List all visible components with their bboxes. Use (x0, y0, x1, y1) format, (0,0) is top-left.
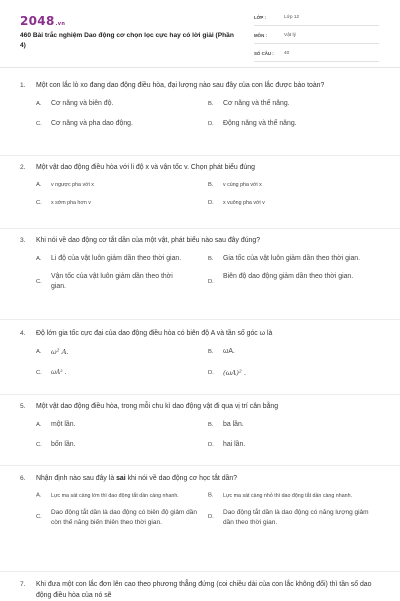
question-body-before: Nhận định nào sau đây là (36, 475, 117, 482)
question-1 (20, 81, 385, 129)
option-text: Động năng và thế năng. (223, 119, 297, 127)
option-letter: D. (208, 200, 214, 207)
option-d[interactable] (208, 199, 380, 208)
meta-row-class (254, 13, 379, 26)
option-a[interactable] (36, 492, 208, 501)
meta-key: MÔN : (254, 33, 267, 38)
option-text: x sớm pha hơn v (51, 200, 91, 207)
option-d[interactable] (208, 272, 380, 292)
question-text (20, 81, 385, 92)
question-text (20, 163, 385, 174)
question-4 (20, 329, 385, 379)
option-a[interactable] (36, 347, 208, 358)
question-number: 7. (20, 581, 26, 588)
meta-value: Lớp 12 (284, 15, 300, 20)
option-text: Cơ năng và thế năng. (223, 99, 290, 107)
question-number: 4. (20, 330, 26, 337)
logo-text: 2048 (20, 14, 55, 28)
option-c[interactable] (36, 508, 208, 528)
site-logo[interactable] (20, 14, 65, 28)
question-body: Một vật dao động điều hòa, trong mỗi chu kì dao động vật đi qua vị trí cân bằng (36, 403, 279, 410)
option-d[interactable] (208, 508, 380, 528)
question-2 (20, 163, 385, 208)
option-c[interactable] (36, 119, 208, 129)
option-letter: B. (208, 348, 214, 355)
option-letter: D. (208, 513, 214, 520)
question-text (20, 580, 385, 601)
page-title: 460 Bài trắc nghiệm Dao động cơ chọn lọc cực hay có lời giải (Phần 4) (20, 32, 234, 49)
option-a[interactable] (36, 99, 208, 109)
question-separator (0, 465, 400, 466)
option-text: Cơ năng và pha dao động. (51, 119, 133, 127)
option-d[interactable] (208, 368, 380, 379)
option-b[interactable] (208, 181, 380, 190)
option-formula: ωA² . (51, 368, 67, 376)
option-letter: B. (208, 100, 214, 107)
option-formula: (ωA)² . (223, 368, 247, 377)
option-text: Gia tốc của vật luôn giảm dần theo thời gian. (223, 254, 361, 262)
option-letter: C. (36, 278, 42, 285)
option-letter: B. (208, 181, 214, 188)
option-text: một lần. (51, 420, 76, 428)
options (36, 420, 385, 450)
option-text: Vận tốc của vật luôn giảm dần theo thời gian. (51, 272, 173, 290)
question-text (20, 474, 385, 485)
option-b[interactable] (208, 347, 380, 358)
option-letter: D. (208, 369, 214, 376)
option-text: bốn lần. (51, 440, 76, 448)
question-separator (0, 571, 400, 572)
question-emphasis: sai (116, 475, 126, 482)
option-text: Li độ của vật luôn giảm dần theo thời gian. (51, 254, 182, 262)
question-body: Một vật dao động điều hòa với li độ x và vận tốc v. Chọn phát biểu đúng (36, 164, 255, 171)
option-c[interactable] (36, 368, 208, 379)
header-divider (0, 67, 400, 68)
question-body: Một con lắc lò xo đang dao động điều hòa, đại lượng nào sau đây của con lắc được bảo toàn? (36, 82, 325, 89)
question-text (20, 236, 385, 247)
option-text: hai lần. (223, 440, 246, 448)
question-body: Khi nói về dao động cơ tắt dần của một vật, phát biểu nào sau đây đúng? (36, 237, 261, 244)
option-letter: C. (36, 369, 42, 376)
option-d[interactable] (208, 440, 380, 450)
meta-row-count (254, 49, 379, 62)
option-letter: C. (36, 120, 42, 127)
options (36, 347, 385, 379)
option-text: Dao động tắt dần là dao động có năng lượng giảm dần theo thời gian. (223, 509, 369, 526)
question-7 (20, 580, 385, 601)
question-body: Khi đưa một con lắc đơn lên cao theo phương thẳng đứng (coi chiều dài của con lắc không đổi) thì tần số dao động điều hòa của nó sẽ (36, 581, 372, 599)
option-c[interactable] (36, 199, 208, 208)
options (36, 99, 385, 129)
question-3 (20, 236, 385, 292)
option-text: v cùng pha với x (223, 181, 262, 188)
option-letter: A. (36, 492, 42, 499)
meta-value: 40 (284, 51, 290, 56)
question-number: 6. (20, 475, 26, 482)
option-text: x vuông pha với v (223, 200, 265, 207)
question-body: Độ lớn gia tốc cực đại của dao động điều hòa có biên độ A và tần số góc ω là (36, 330, 273, 337)
option-letter: B. (208, 492, 214, 499)
question-body-after: khi nói về dao động cơ học tắt dần? (125, 475, 238, 482)
meta-panel (254, 13, 379, 67)
option-letter: C. (36, 200, 42, 207)
option-letter: B. (208, 255, 214, 262)
option-letter: D. (208, 278, 214, 285)
option-letter: A. (36, 100, 42, 107)
options (36, 181, 385, 208)
page-header (0, 0, 400, 64)
question-text (20, 402, 385, 413)
option-letter: A. (36, 181, 42, 188)
meta-key: SỐ CÂU : (254, 51, 274, 56)
option-text: Lực ma sát càng lớn thì dao động tắt dần càng nhanh. (51, 492, 179, 499)
option-text: ωA. (223, 347, 235, 355)
option-c[interactable] (36, 272, 208, 292)
question-separator (0, 155, 400, 156)
question-text (20, 329, 385, 340)
question-number: 2. (20, 164, 26, 171)
options (36, 492, 385, 528)
question-number: 5. (20, 403, 26, 410)
option-a[interactable] (36, 254, 208, 264)
option-text: Cơ năng và biên độ. (51, 99, 114, 107)
option-letter: D. (208, 441, 214, 448)
option-a[interactable] (36, 181, 208, 190)
option-text: Lực ma sát càng nhỏ thì dao động tắt dần càng nhanh. (223, 492, 353, 499)
option-letter: C. (36, 513, 42, 520)
question-number: 1. (20, 82, 26, 89)
option-a[interactable] (36, 420, 208, 430)
option-letter: C. (36, 441, 42, 448)
option-letter: D. (208, 120, 214, 127)
option-letter: A. (36, 421, 42, 428)
question-separator (0, 319, 400, 320)
option-b[interactable] (208, 420, 380, 430)
option-b[interactable] (208, 492, 380, 501)
option-b[interactable] (208, 254, 380, 264)
logo-suffix: .vn (55, 21, 66, 27)
option-text: v ngược pha với x (51, 181, 94, 188)
option-c[interactable] (36, 440, 208, 450)
option-formula: ω² A. (51, 347, 69, 356)
option-letter: B. (208, 421, 214, 428)
option-b[interactable] (208, 99, 380, 109)
option-letter: A. (36, 255, 42, 262)
question-number: 3. (20, 237, 26, 244)
option-text: Dao động tắt dần là dao động có biên độ giảm dần còn thế năng biến thiên theo thời gian. (51, 509, 198, 526)
meta-row-subject (254, 31, 379, 44)
option-text: Biên độ dao động giảm dần theo thời gian. (223, 272, 354, 280)
option-text: ba lần. (223, 420, 244, 428)
option-d[interactable] (208, 119, 380, 129)
options (36, 254, 385, 292)
meta-key: LỚP : (254, 15, 266, 20)
question-separator (0, 228, 400, 229)
option-letter: A. (36, 348, 42, 355)
meta-value: Vật lý (284, 33, 296, 38)
question-5 (20, 402, 385, 450)
question-6 (20, 474, 385, 528)
question-separator (0, 394, 400, 395)
